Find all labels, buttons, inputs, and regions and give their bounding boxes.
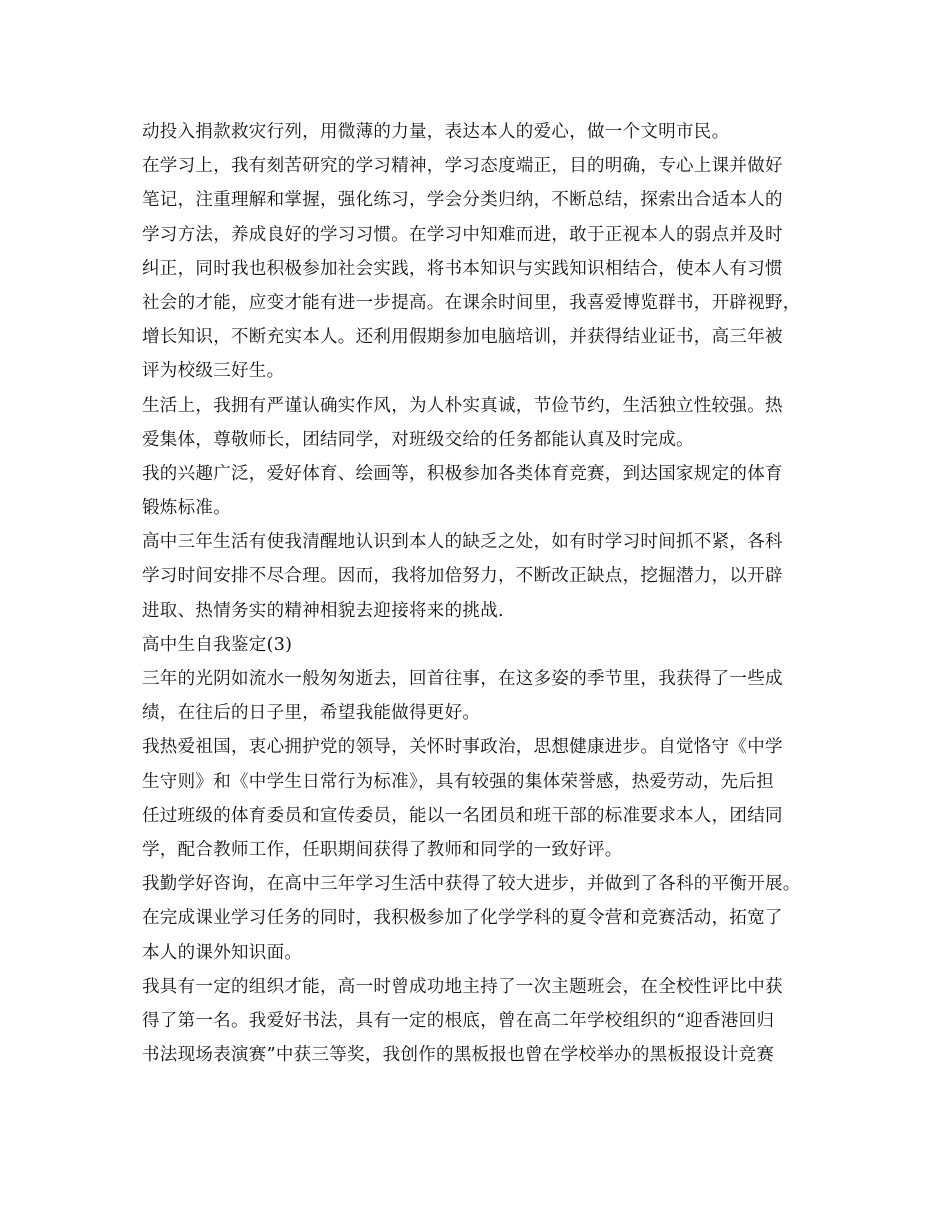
text-line: 生守则》和《中学生日常行为标准》，具有较强的集体荣誉感，热爱劳动，先后担	[142, 771, 775, 792]
document-body	[142, 115, 832, 1072]
text-line: 增长知识，不断充实本人。还利用假期参加电脑培训，并获得结业证书，高三年被	[142, 327, 783, 348]
text-line: 我具有一定的组织才能，高一时曾成功地主持了一次主题班会，在全校性评比中获	[142, 976, 783, 997]
text-line: 本人的课外知识面。	[142, 942, 303, 963]
text-line: 进取、热情务实的精神相貌去迎接将来的挑战.	[142, 600, 504, 621]
text-line: 社会的才能，应变才能有进一步提高。在课余时间里，我喜爱博览群书，开辟视野，	[142, 292, 801, 313]
text-line: 在完成课业学习任务的同时，我积极参加了化学学科的夏令营和竞赛活动，拓宽了	[142, 908, 783, 929]
text-line: 锻炼标准。	[142, 498, 231, 519]
text-line: 绩，在往后的日子里，希望我能做得更好。	[142, 703, 481, 724]
text-line: 生活上，我拥有严谨认确实作风，为人朴实真诚，节俭节约，生活独立性较强。热	[142, 395, 783, 416]
text-line: 笔记，注重理解和掌握，强化练习，学会分类归纳，不断总结，探索出合适本人的	[142, 190, 783, 211]
text-line: 三年的光阴如流水一般匆匆逝去，回首往事，在这多姿的季节里，我获得了一些成	[142, 669, 783, 689]
section-heading: 高中生自我鉴定(3)	[142, 634, 293, 655]
text-line: 评为校级三好生。	[142, 361, 285, 382]
text-line: 我勤学好咨询，在高中三年学习生活中获得了较大进步，并做到了各科的平衡开展。	[142, 874, 801, 895]
text-line: 任过班级的体育委员和宣传委员，能以一名团员和班干部的标准要求本人，团结同	[142, 805, 783, 826]
text-line: 动投入捐款救灾行列，用微薄的力量，表达本人的爱心，做一个文明市民。	[142, 122, 730, 142]
text-line: 我热爱祖国，衷心拥护党的领导，关怀时事政治，思想健康进步。自觉恪守《中学	[142, 737, 783, 758]
text-line: 得了第一名。我爱好书法，具有一定的根底，曾在高二年学校组织的“迎香港回归	[142, 1010, 775, 1031]
text-line: 纠正，同时我也积极参加社会实践，将书本知识与实践知识相结合，使本人有习惯	[142, 258, 783, 279]
text-line: 书法现场表演赛”中获三等奖，我创作的黑板报也曾在学校举办的黑板报设计竞赛	[142, 1045, 775, 1066]
text-line: 在学习上，我有刻苦研究的学习精神，学习态度端正，目的明确，专心上课并做好	[142, 156, 783, 177]
text-line: 学，配合教师工作，任职期间获得了教师和同学的一致好评。	[142, 839, 623, 860]
text-line: 我的兴趣广泛，爱好体育、绘画等，积极参加各类体育竞赛，到达国家规定的体育	[142, 463, 783, 484]
text-line: 爱集体，尊敬师长，团结同学，对班级交给的任务都能认真及时完成。	[142, 429, 694, 450]
text-line: 学习方法，养成良好的学习习惯。在学习中知难而进，敢于正视本人的弱点并及时	[142, 224, 783, 245]
text-line: 学习时间安排不尽合理。因而，我将加倍努力，不断改正缺点，挖掘潜力，以开辟	[142, 566, 783, 587]
text-line: 高中三年生活有使我清醒地认识到本人的缺乏之处，如有时学习时间抓不紧，各科	[142, 532, 783, 553]
